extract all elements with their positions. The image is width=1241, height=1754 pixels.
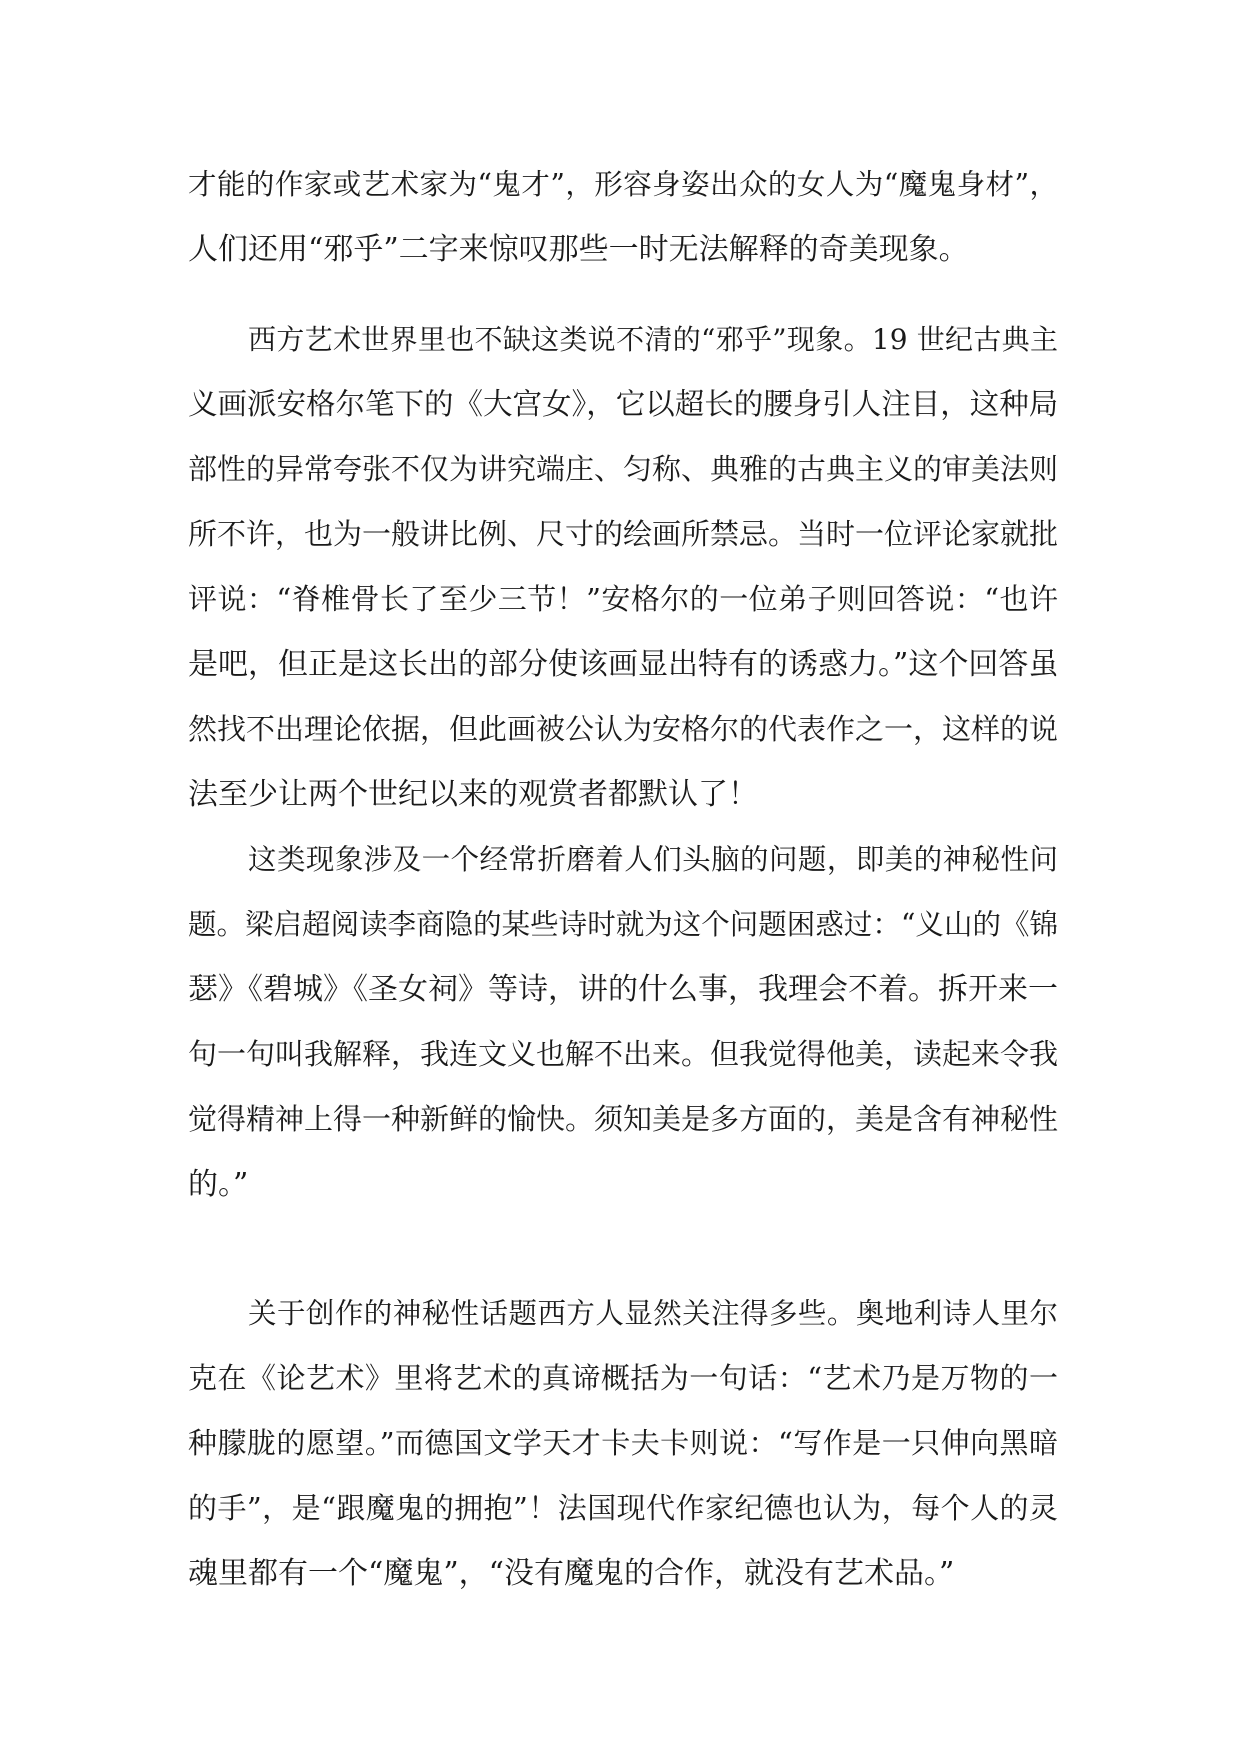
paragraph-line: 瑟》《碧城》《圣女祠》等诗，讲的什么事，我理会不着。拆开来一 [188, 972, 1058, 1007]
paragraph-line: 句一句叫我解释，我连文义也解不出来。但我觉得他美，读起来令我 [188, 1037, 1059, 1071]
paragraph-line: 的手”，是“跟魔鬼的拥抱”！法国现代作家纪德也认为，每个人的灵 [188, 1491, 1058, 1525]
paragraph-4 [188, 1281, 1058, 1606]
paragraph-line: 觉得精神上得一种新鲜的愉快。须知美是多方面的，美是含有神秘性 [188, 1102, 1059, 1136]
paragraph-1 [188, 152, 1058, 282]
paragraph-line: 克在《论艺术》里将艺术的真谛概括为一句话：“艺术乃是万物的一 [188, 1361, 1058, 1395]
paragraph-line: 才能的作家或艺术家为“鬼才”，形容身姿出众的女人为“魔鬼身材”， [188, 168, 1058, 201]
paragraph-line: 然找不出理论依据，但此画被公认为安格尔的代表作之一，这样的说 [188, 712, 1059, 746]
paragraph-line: 评说：“脊椎骨长了至少三节！”安格尔的一位弟子则回答说：“也许 [188, 582, 1058, 616]
paragraph-line: 是吧，但正是这长出的部分使该画显出特有的诱惑力。”这个回答虽 [188, 647, 1059, 682]
paragraph-line: 义画派安格尔笔下的《大宫女》，它以超长的腰身引人注目，这种局 [188, 387, 1059, 421]
paragraph-line: 魂里都有一个“魔鬼”，“没有魔鬼的合作，就没有艺术品。” [188, 1556, 955, 1591]
paragraph-2 [188, 307, 1058, 827]
paragraph-line: 西方艺术世界里也不缺这类说不清的“邪乎”现象。19 世纪古典主 [248, 323, 1058, 356]
paragraph-line: 法至少让两个世纪以来的观赏者都默认了！ [188, 777, 758, 812]
paragraph-line: 关于创作的神秘性话题西方人显然关注得多些。奥地利诗人里尔 [248, 1297, 1058, 1330]
paragraph-line: 人们还用“邪乎”二字来惊叹那些一时无法解释的奇美现象。 [188, 232, 969, 267]
paragraph-line: 题。梁启超阅读李商隐的某些诗时就为这个问题困惑过：“义山的《锦 [188, 908, 1058, 941]
paragraph-line: 种朦胧的愿望。”而德国文学天才卡夫卡则说：“写作是一只伸向黑暗 [188, 1426, 1058, 1460]
paragraph-3 [188, 827, 1058, 1217]
paragraph-line: 所不许，也为一般讲比例、尺寸的绘画所禁忌。当时一位评论家就批 [188, 517, 1059, 551]
paragraph-line: 的。” [188, 1167, 249, 1202]
paragraph-line: 部性的异常夸张不仅为讲究端庄、匀称、典雅的古典主义的审美法则 [188, 452, 1059, 486]
paragraph-line: 这类现象涉及一个经常折磨着人们头脑的问题，即美的神秘性问 [248, 843, 1058, 876]
